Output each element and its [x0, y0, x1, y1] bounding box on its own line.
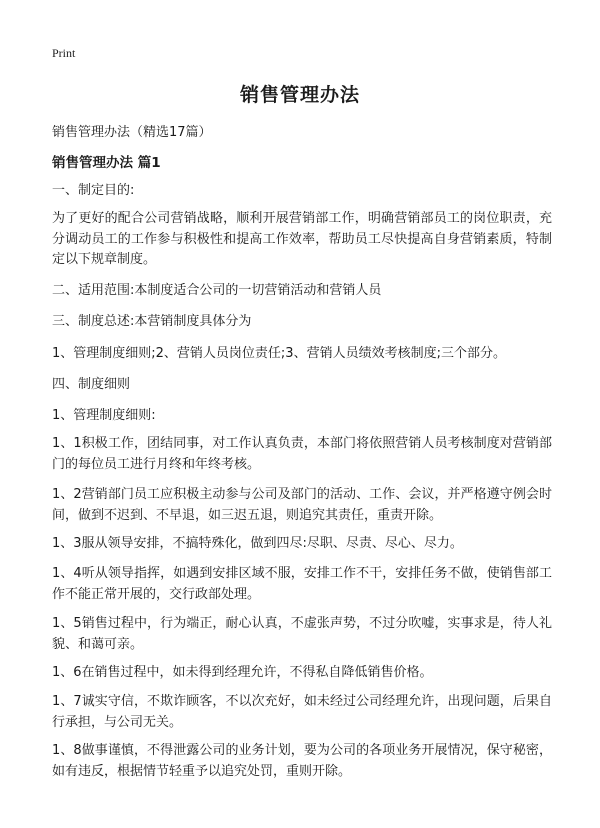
paragraph: 1、管理制度细则: [52, 408, 156, 423]
paragraph: 1、3服从领导安排，不搞特殊化，做到四尽:尽职、尽责、尽心、尽力。 [52, 536, 463, 551]
paragraph: 1、1积极工作，团结同事，对工作认真负责，本部门将依照营销人员考核制度对营销部门的每位员工进行月终和年终考核。 [52, 436, 552, 472]
paragraph: 三、制度总述:本营销制度具体分为 [52, 314, 252, 329]
section-heading: 销售管理办法 篇1 [52, 155, 161, 171]
paragraph: 四、制度细则 [52, 377, 131, 392]
print-link[interactable]: Print [52, 46, 76, 60]
subtitle: 销售管理办法（精选17篇） [52, 125, 212, 140]
paragraph: 1、8做事谨慎，不得泄露公司的业务计划，要为公司的各项业务开展情况，保守秘密，如有违反，根据情节轻重予以追究处罚，重则开除。 [52, 743, 552, 779]
paragraph: 1、6在销售过程中，如未得到经理允许，不得私自降低销售价格。 [52, 665, 433, 680]
paragraph: 为了更好的配合公司营销战略，顺利开展营销部工作，明确营销部员工的岗位职责，充分调动员工的工作参与积极性和提高工作效率，帮助员工尽快提高自身营销素质，特制定以下规章制度。 [52, 211, 552, 267]
paragraph: 1、4听从领导指挥，如遇到安排区域不服，安排工作不干，安排任务不做，使销售部工作不能正常开展的，交行政部处理。 [52, 566, 552, 602]
paragraph: 1、5销售过程中，行为端正，耐心认真，不虚张声势，不过分吹嘘，实事求是，待人礼貌、和蔼可亲。 [52, 616, 552, 652]
paragraph: 二、适用范围:本制度适合公司的一切营销活动和营销人员 [52, 283, 382, 298]
paragraph: 1、管理制度细则;2、营销人员岗位责任;3、营销人员绩效考核制度;三个部分。 [52, 346, 506, 361]
paragraph: 一、制定目的: [52, 183, 135, 198]
paragraph: 1、7诚实守信，不欺诈顾客，不以次充好，如未经过公司经理允许，出现问题，后果自行承担，与公司无关。 [52, 694, 552, 730]
paragraph: 1、2营销部门员工应积极主动参与公司及部门的活动、工作、会议，并严格遵守例会时间，做到不迟到、不早退，如三迟五退，则追究其责任，重责开除。 [52, 487, 552, 523]
page-title: 销售管理办法 [239, 84, 360, 106]
